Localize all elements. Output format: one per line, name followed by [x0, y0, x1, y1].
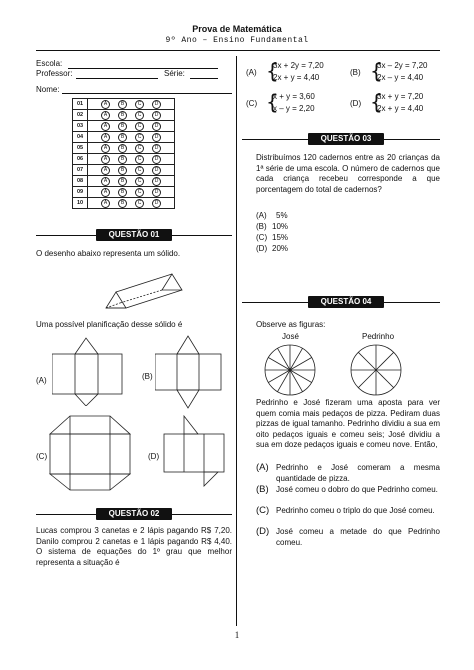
q3-option-d-text: 20% [272, 244, 289, 253]
page-number: 1 [234, 630, 240, 640]
answer-bubble[interactable]: A [101, 188, 110, 197]
answer-bubble[interactable]: C [135, 111, 144, 120]
q1-net-c [48, 412, 132, 492]
answer-row [73, 176, 175, 187]
q2-option-b-letter[interactable]: (B) [350, 68, 361, 77]
q1-net-a [52, 336, 132, 406]
answer-row [73, 154, 175, 165]
q2-option-a-system: { 3x + 2y = 7,20 2x + y = 4,40 [266, 59, 324, 83]
pizza-slice-line [376, 370, 394, 388]
answer-bubbles [88, 110, 175, 121]
answer-bubble[interactable]: B [118, 122, 127, 131]
q3-option-d[interactable] [256, 244, 289, 254]
answer-bubble[interactable]: C [135, 188, 144, 197]
q1-heading-bar [36, 229, 232, 241]
answer-bubble[interactable]: A [101, 144, 110, 153]
q4-name-jose: José [282, 332, 299, 341]
q3-option-b-text: 10% [272, 222, 289, 231]
answer-bubble[interactable]: A [101, 111, 110, 120]
answer-bubble[interactable]: A [101, 133, 110, 142]
q2-option-d-eq1: 3x + y = 7,20 [377, 92, 424, 101]
q3-option-a[interactable] [256, 211, 288, 221]
answer-row-number: 05 [73, 143, 88, 154]
answer-row-number: 04 [73, 132, 88, 143]
answer-bubble[interactable]: B [118, 100, 127, 109]
q2-option-c-system: { x + y = 3,60 x – y = 2,20 [266, 90, 315, 114]
q3-option-c-letter: (C) [256, 233, 268, 242]
answer-row-number: 06 [73, 154, 88, 165]
answer-bubble[interactable]: B [118, 166, 127, 175]
answer-bubble[interactable]: B [118, 144, 127, 153]
serie-field[interactable] [190, 78, 218, 79]
answer-row-number: 02 [73, 110, 88, 121]
q2-heading: QUESTÃO 02 [96, 508, 172, 520]
answer-bubble[interactable]: D [152, 100, 161, 109]
q1-option-b[interactable]: (B) [142, 372, 153, 381]
q2-option-c-letter[interactable]: (C) [246, 99, 258, 108]
q3-heading-bar [242, 133, 440, 145]
answer-bubble[interactable]: A [101, 166, 110, 175]
q3-option-a-letter: (A) [256, 211, 267, 220]
q4-option-a-letter: (A) [256, 462, 269, 473]
answer-bubble[interactable]: D [152, 199, 161, 208]
q2-option-c-eq2: x – y = 2,20 [273, 104, 315, 113]
answer-row [73, 121, 175, 132]
answer-bubble[interactable]: B [118, 155, 127, 164]
q3-option-b[interactable] [256, 222, 289, 232]
answer-row [73, 187, 175, 198]
q2-option-d-letter[interactable]: (D) [350, 99, 362, 108]
answer-row [73, 165, 175, 176]
answer-sheet [72, 98, 175, 209]
answer-bubble[interactable]: A [101, 177, 110, 186]
page-subtitle: 9º Ano – Ensino Fundamental [165, 36, 309, 45]
q3-text: Distribuímos 120 cadernos entre as 20 crianças da 1ª série de uma escola. O número de cadernos que cada criança recebeu corresponde a que porcentagem do total de cadernos? [256, 153, 440, 194]
answer-bubble[interactable]: C [135, 199, 144, 208]
answer-bubbles [88, 132, 175, 143]
answer-bubble[interactable]: A [101, 155, 110, 164]
q4-option-a-text: Pedrinho e José comeram a mesma quantidade de pizza. [276, 463, 440, 483]
answer-bubble[interactable]: D [152, 177, 161, 186]
answer-bubble[interactable]: D [152, 155, 161, 164]
q4-option-c-text: Pedrinho comeu o triplo do que José comeu. [276, 506, 435, 515]
q1-text: O desenho abaixo representa um sólido. [36, 249, 181, 258]
q1-option-c[interactable]: (C) [36, 452, 48, 461]
answer-bubble[interactable]: C [135, 144, 144, 153]
escola-label: Escola: [36, 59, 63, 68]
q2-option-a-eq1: 3x + 2y = 7,20 [273, 61, 324, 70]
column-divider [236, 56, 237, 626]
q4-option-c-letter: (C) [256, 505, 270, 516]
q2-option-a-eq2: 2x + y = 4,40 [273, 73, 320, 82]
q2-option-b-eq2: 2x – y = 4,40 [377, 73, 424, 82]
answer-bubbles [88, 198, 175, 209]
answer-row [73, 110, 175, 121]
answer-bubble[interactable]: A [101, 199, 110, 208]
q2-text: Lucas comprou 3 canetas e 2 lápis pagando R$ 7,20. Danilo comprou 2 canetas e 1 lápis pagando R$ 4,40. O sistema de equações do 1º grau que melhor representa a situação é [36, 526, 232, 567]
answer-row-number: 09 [73, 187, 88, 198]
professor-field[interactable] [76, 78, 158, 79]
answer-bubble[interactable]: B [118, 177, 127, 186]
q2-option-d-system: { 3x + y = 7,20 2x + y = 4,40 [370, 90, 424, 114]
q2-option-d-eq2: 2x + y = 4,40 [377, 104, 424, 113]
q1-prompt: Uma possível planificação desse sólido é [36, 320, 183, 329]
q2-option-b-eq1: 3x – 2y = 7,20 [377, 61, 428, 70]
answer-row-number: 08 [73, 176, 88, 187]
answer-bubble[interactable]: B [118, 199, 127, 208]
answer-bubble[interactable]: C [135, 133, 144, 142]
q1-heading: QUESTÃO 01 [96, 229, 172, 241]
answer-bubble[interactable]: B [118, 188, 127, 197]
q3-option-a-text: 5% [276, 211, 288, 220]
q4-option-b-text: José comeu o dobro do que Pedrinho comeu. [276, 485, 438, 494]
q1-option-d[interactable]: (D) [148, 452, 160, 461]
answer-bubble[interactable]: D [152, 122, 161, 131]
answer-row [73, 143, 175, 154]
answer-row-number: 10 [73, 198, 88, 209]
q4-pizza-jose [262, 342, 318, 398]
page-title: Prova de Matemática [192, 24, 282, 34]
answer-grid [72, 98, 175, 209]
answer-bubble[interactable]: B [118, 133, 127, 142]
answer-bubble[interactable]: B [118, 111, 127, 120]
q4-observe: Observe as figuras: [256, 320, 326, 329]
answer-row [73, 99, 175, 110]
answer-bubble[interactable]: D [152, 166, 161, 175]
q1-net-b [155, 334, 235, 410]
q4-option-d-text: José comeu a metade do que Pedrinho comeu. [276, 527, 440, 547]
nome-label: Nome: [36, 85, 60, 94]
answer-bubble[interactable]: D [152, 111, 161, 120]
q4-text: Pedrinho e José fizeram uma aposta para ver quem comia mais pedaços de pizza. Pediram duas pizzas de igual tamanho. Pedrinho dividiu a sua em oito pedaços iguais e comeu seis; José dividiu a sua em doze pedaços iguais e comeu nove. Então, [256, 398, 440, 449]
answer-bubble[interactable]: C [135, 155, 144, 164]
pizza-slice-line [358, 370, 376, 388]
answer-bubble[interactable]: C [135, 122, 144, 131]
answer-row [73, 132, 175, 143]
q1-option-a[interactable]: (A) [36, 376, 47, 385]
answer-row-number: 01 [73, 99, 88, 110]
answer-row [73, 198, 175, 209]
answer-bubbles [88, 176, 175, 187]
q2-heading-bar [36, 508, 232, 520]
serie-label: Série: [164, 69, 185, 78]
answer-bubble[interactable]: D [152, 144, 161, 153]
q2-option-c-eq1: x + y = 3,60 [273, 92, 315, 101]
q1-net-d [160, 412, 234, 488]
answer-bubbles [88, 99, 175, 110]
answer-bubbles [88, 121, 175, 132]
escola-field[interactable] [68, 68, 218, 69]
nome-field[interactable] [62, 93, 232, 94]
answer-bubble[interactable]: A [101, 100, 110, 109]
q3-option-b-letter: (B) [256, 222, 267, 231]
q3-option-d-letter: (D) [256, 244, 268, 253]
q4-option-b-letter: (B) [256, 484, 269, 495]
q4-pizza-pedrinho [348, 342, 404, 398]
header-divider [36, 50, 440, 51]
q3-option-c[interactable] [256, 233, 289, 243]
answer-bubble[interactable]: A [101, 122, 110, 131]
answer-bubble[interactable]: D [152, 188, 161, 197]
answer-bubbles [88, 154, 175, 165]
answer-row-number: 07 [73, 165, 88, 176]
professor-label: Professor: [36, 69, 73, 78]
answer-bubble[interactable]: C [135, 166, 144, 175]
q4-option-d-letter: (D) [256, 526, 270, 537]
q4-name-pedrinho: Pedrinho [362, 332, 395, 341]
pizza-slice-line [358, 352, 376, 370]
q1-solid-figure [100, 262, 200, 322]
q3-option-c-text: 15% [272, 233, 289, 242]
q2-option-a-letter[interactable]: (A) [246, 68, 257, 77]
q2-option-b-system: { 3x – 2y = 7,20 2x – y = 4,40 [370, 59, 428, 83]
answer-bubbles [88, 187, 175, 198]
pizza-slice-line [376, 352, 394, 370]
answer-bubbles [88, 143, 175, 154]
q4-heading: QUESTÃO 04 [308, 296, 384, 308]
answer-bubble[interactable]: C [135, 100, 144, 109]
answer-bubble[interactable]: C [135, 177, 144, 186]
answer-row-number: 03 [73, 121, 88, 132]
answer-bubble[interactable]: D [152, 133, 161, 142]
q3-heading: QUESTÃO 03 [308, 133, 384, 145]
answer-bubbles [88, 165, 175, 176]
q4-heading-bar [242, 296, 440, 308]
